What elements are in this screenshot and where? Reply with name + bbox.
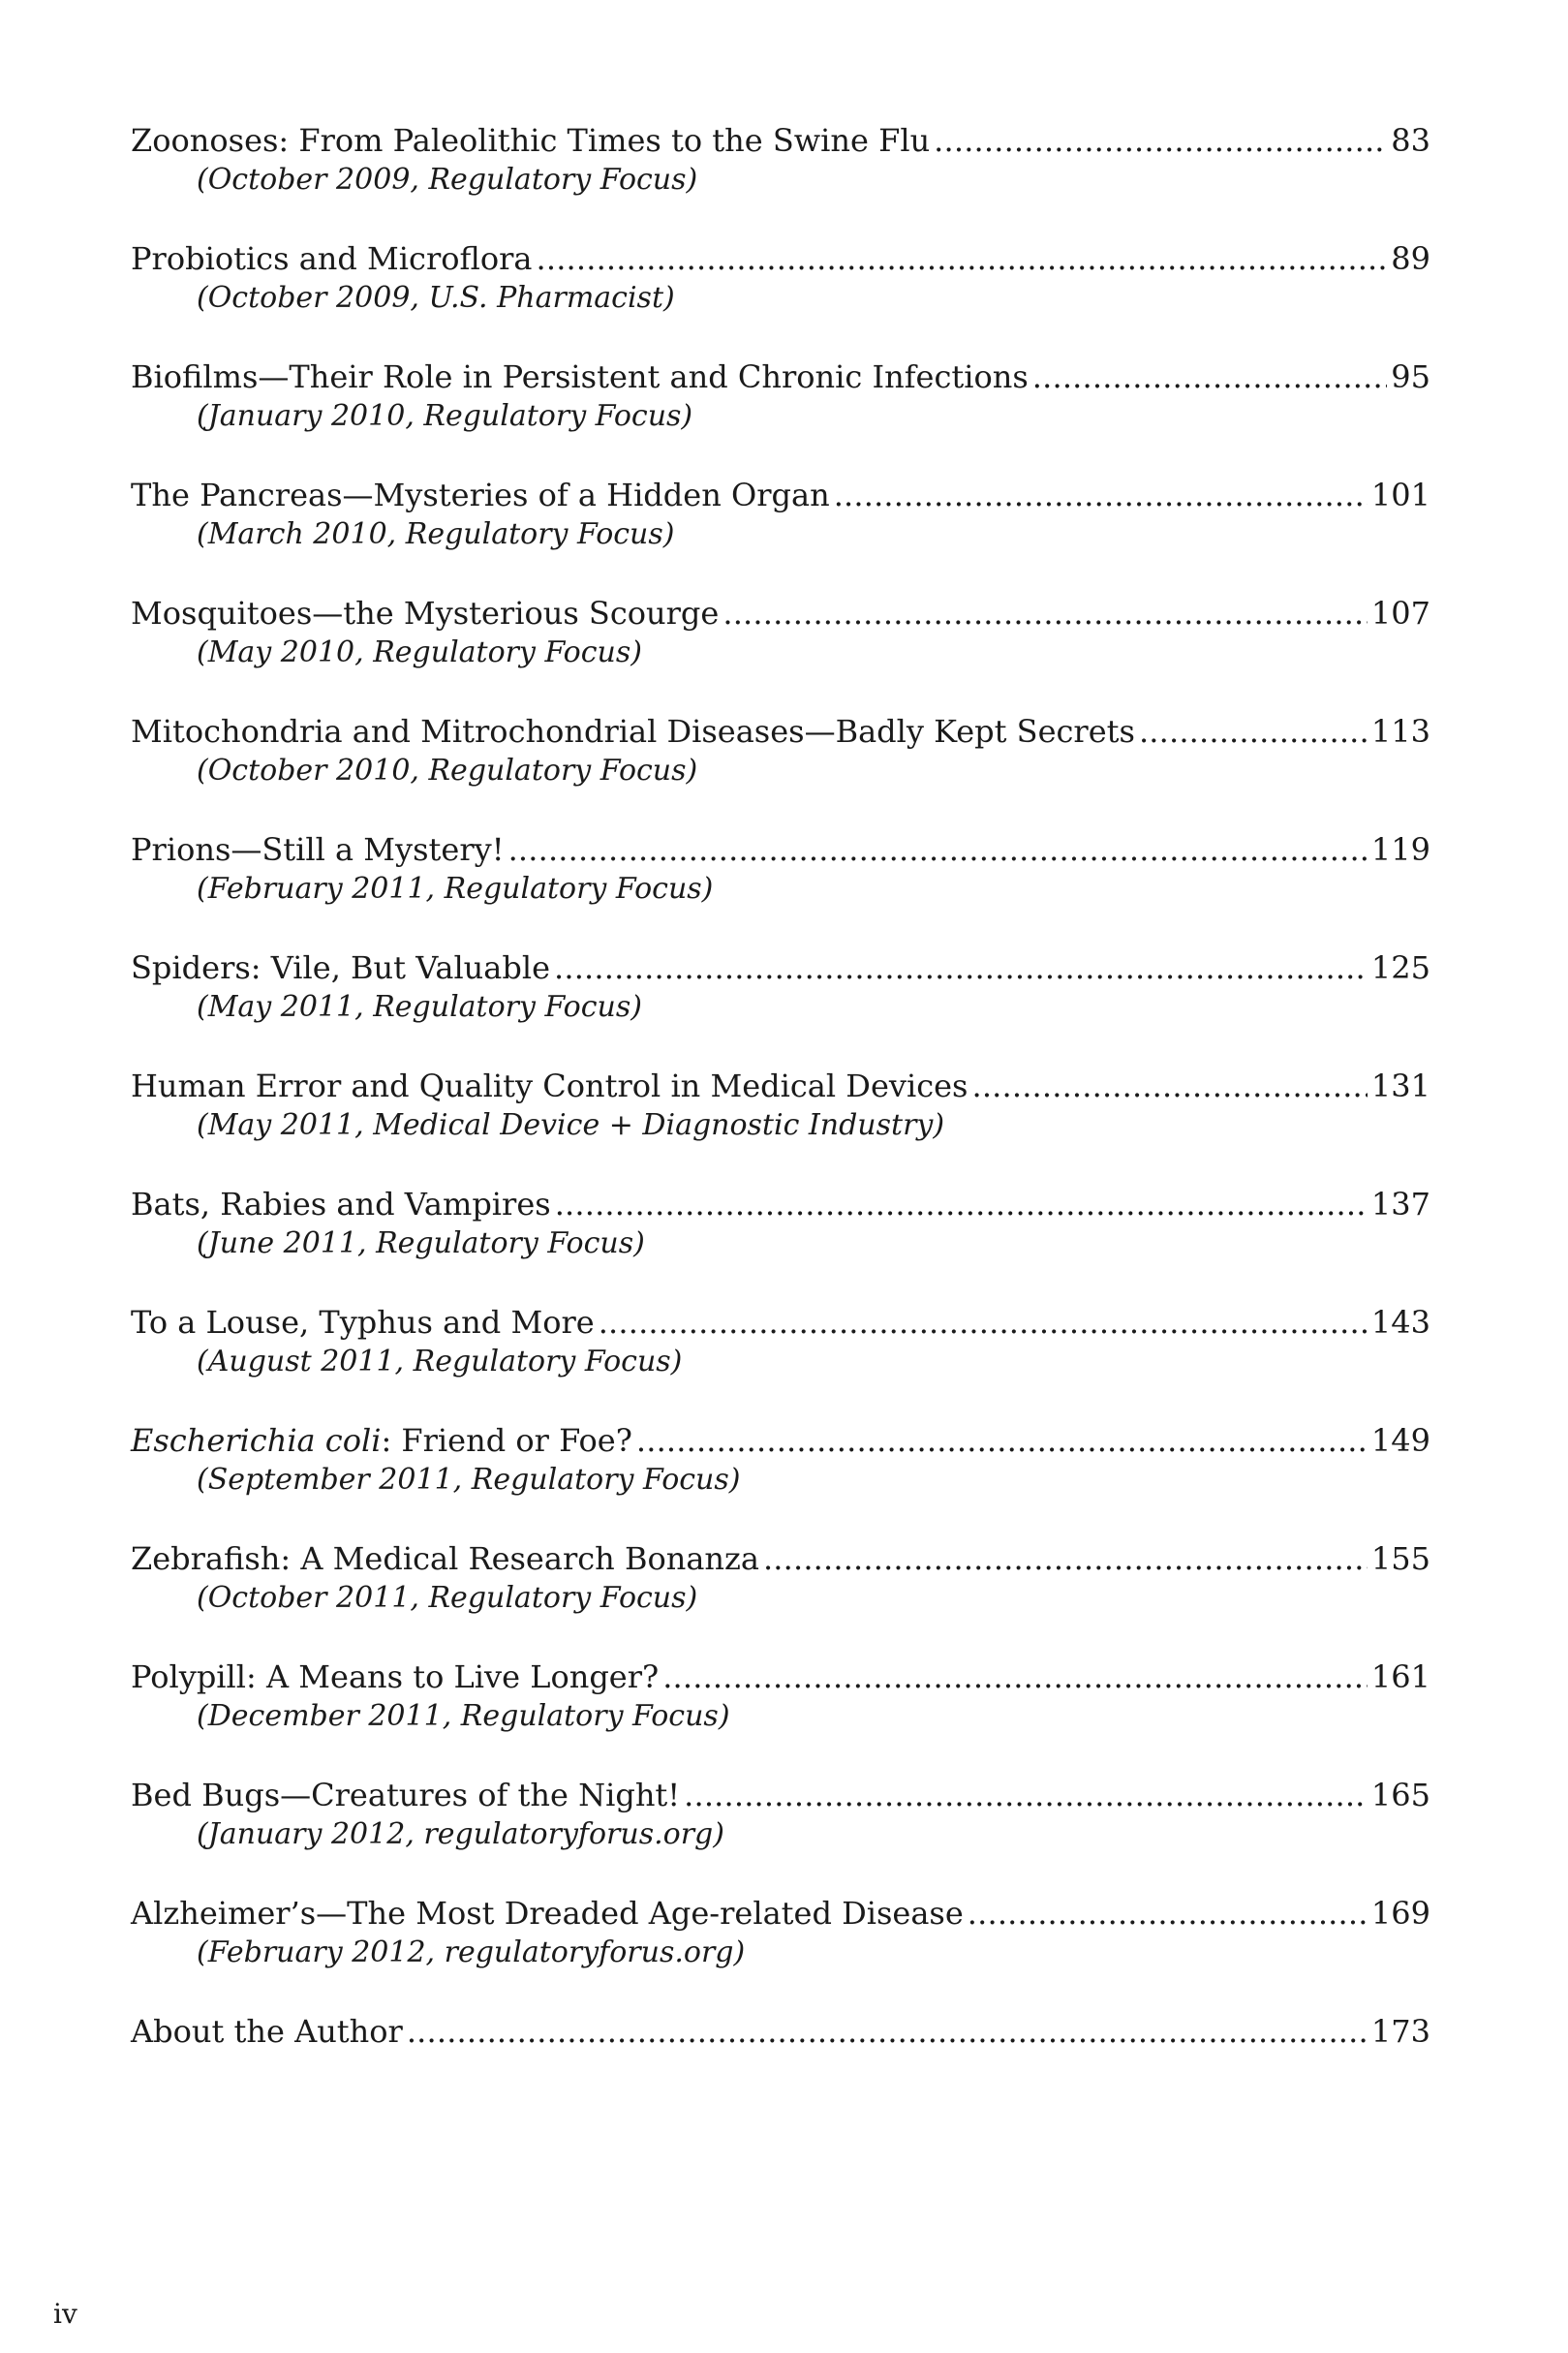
dot-leader [723, 593, 1368, 634]
entry-page-number: 169 [1370, 1895, 1430, 1932]
dot-leader [934, 120, 1387, 161]
toc-entry [131, 238, 1430, 356]
dot-leader [763, 1538, 1368, 1579]
dot-leader [1139, 711, 1368, 752]
toc-line [131, 356, 1430, 397]
dot-leader [636, 1420, 1368, 1461]
entry-title: Mitochondria and Mitrochondrial Diseases—Badly Kept Secrets [131, 713, 1135, 750]
entry-page-number: 107 [1370, 595, 1430, 632]
entry-source: (October 2009, Regulatory Focus) [197, 163, 698, 197]
toc-entry [131, 1893, 1430, 2011]
table-of-contents [131, 120, 1430, 2129]
entry-title: Polypill: A Means to Live Longer? [131, 1658, 660, 1695]
entry-title [131, 1420, 632, 1461]
dot-leader [662, 1656, 1368, 1697]
toc-line [131, 593, 1430, 634]
entry-title: Spiders: Vile, But Valuable [131, 949, 551, 986]
entry-page-number: 95 [1391, 358, 1430, 395]
toc-entry [131, 475, 1430, 593]
dot-leader [684, 1775, 1368, 1815]
toc-line [131, 238, 1430, 279]
entry-title: Probiotics and Microflora [131, 240, 533, 277]
toc-entry [131, 2011, 1430, 2129]
entry-title: Human Error and Quality Control in Medical Devices [131, 1068, 968, 1104]
entry-title: The Pancreas—Mysteries of a Hidden Organ [131, 477, 830, 513]
toc-line [131, 1420, 1430, 1461]
entry-page-number: 83 [1391, 122, 1430, 159]
entry-title: Mosquitoes—the Mysterious Scourge [131, 595, 720, 632]
entry-page-number: 143 [1370, 1304, 1430, 1341]
entry-page-number: 119 [1370, 831, 1430, 868]
entry-title: Biofilms—Their Role in Persistent and Chronic Infections [131, 358, 1029, 395]
entry-title-italic: Escherichia coli [131, 1422, 382, 1459]
dot-leader [508, 829, 1368, 870]
toc-entry [131, 1656, 1430, 1775]
entry-page-number: 165 [1370, 1777, 1430, 1813]
entry-source: (March 2010, Regulatory Focus) [197, 517, 675, 551]
entry-source: (January 2010, Regulatory Focus) [197, 399, 693, 433]
entry-page-number: 161 [1370, 1658, 1430, 1695]
toc-entry [131, 593, 1430, 711]
dot-leader [537, 238, 1388, 279]
toc-line [131, 1184, 1430, 1224]
dot-leader [1032, 356, 1387, 397]
toc-entry [131, 947, 1430, 1066]
entry-title: Zebrafish: A Medical Research Bonanza [131, 1540, 759, 1577]
entry-page-number: 89 [1391, 240, 1430, 277]
dot-leader [968, 1893, 1368, 1934]
toc-entry [131, 711, 1430, 829]
entry-source: (December 2011, Regulatory Focus) [197, 1699, 730, 1733]
entry-page-number: 137 [1370, 1186, 1430, 1223]
toc-line [131, 1775, 1430, 1815]
entry-title: Alzheimer’s—The Most Dreaded Age-related Disease [131, 1895, 964, 1932]
toc-line [131, 120, 1430, 161]
entry-source: (October 2009, U.S. Pharmacist) [197, 281, 675, 315]
entry-source: (February 2011, Regulatory Focus) [197, 872, 714, 906]
toc-entry [131, 1066, 1430, 1184]
toc-entry [131, 120, 1430, 238]
dot-leader [599, 1302, 1368, 1343]
toc-line [131, 1893, 1430, 1934]
entry-title: Prions—Still a Mystery! [131, 831, 505, 868]
entry-source: (May 2011, Regulatory Focus) [197, 990, 642, 1024]
entry-title: About the Author [131, 2013, 403, 2050]
entry-title: Bed Bugs—Creatures of the Night! [131, 1777, 681, 1813]
toc-entry [131, 1420, 1430, 1538]
entry-source: (May 2010, Regulatory Focus) [197, 635, 642, 669]
toc-entry [131, 1775, 1430, 1893]
toc-line [131, 1066, 1430, 1106]
entry-source: (September 2011, Regulatory Focus) [197, 1463, 741, 1497]
entry-page-number: 101 [1370, 477, 1430, 513]
entry-page-number: 125 [1370, 949, 1430, 986]
toc-line [131, 1538, 1430, 1579]
dot-leader [971, 1066, 1367, 1106]
entry-page-number: 155 [1370, 1540, 1430, 1577]
dot-leader [834, 475, 1368, 515]
entry-title: Bats, Rabies and Vampires [131, 1186, 551, 1223]
entry-source: (January 2012, regulatoryforus.org) [197, 1817, 724, 1851]
toc-entry [131, 356, 1430, 475]
entry-page-number: 173 [1370, 2013, 1430, 2050]
toc-line [131, 2011, 1430, 2052]
toc-line [131, 475, 1430, 515]
entry-source: (June 2011, Regulatory Focus) [197, 1226, 645, 1260]
toc-entry [131, 829, 1430, 947]
entry-page-number: 149 [1370, 1422, 1430, 1459]
entry-source: (August 2011, Regulatory Focus) [197, 1345, 683, 1378]
toc-line [131, 947, 1430, 988]
toc-line [131, 1656, 1430, 1697]
toc-line [131, 829, 1430, 870]
toc-entry [131, 1538, 1430, 1656]
toc-line [131, 1302, 1430, 1343]
entry-page-number: 131 [1370, 1068, 1430, 1104]
toc-entry [131, 1184, 1430, 1302]
entry-source: (February 2012, regulatoryforus.org) [197, 1935, 746, 1969]
dot-leader [555, 1184, 1368, 1224]
entry-page-number: 113 [1370, 713, 1430, 750]
entry-source: (May 2011, Medical Device + Diagnostic Industry) [197, 1108, 945, 1142]
entry-title: To a Louse, Typhus and More [131, 1304, 595, 1341]
toc-line [131, 711, 1430, 752]
entry-source: (October 2010, Regulatory Focus) [197, 754, 698, 788]
entry-title: Zoonoses: From Paleolithic Times to the Swine Flu [131, 122, 931, 159]
dot-leader [407, 2011, 1368, 2052]
dot-leader [554, 947, 1368, 988]
entry-title-rest: : Friend or Foe? [381, 1422, 632, 1459]
toc-entry [131, 1302, 1430, 1420]
entry-source: (October 2011, Regulatory Focus) [197, 1581, 698, 1615]
page-folio: iv [53, 2298, 77, 2330]
